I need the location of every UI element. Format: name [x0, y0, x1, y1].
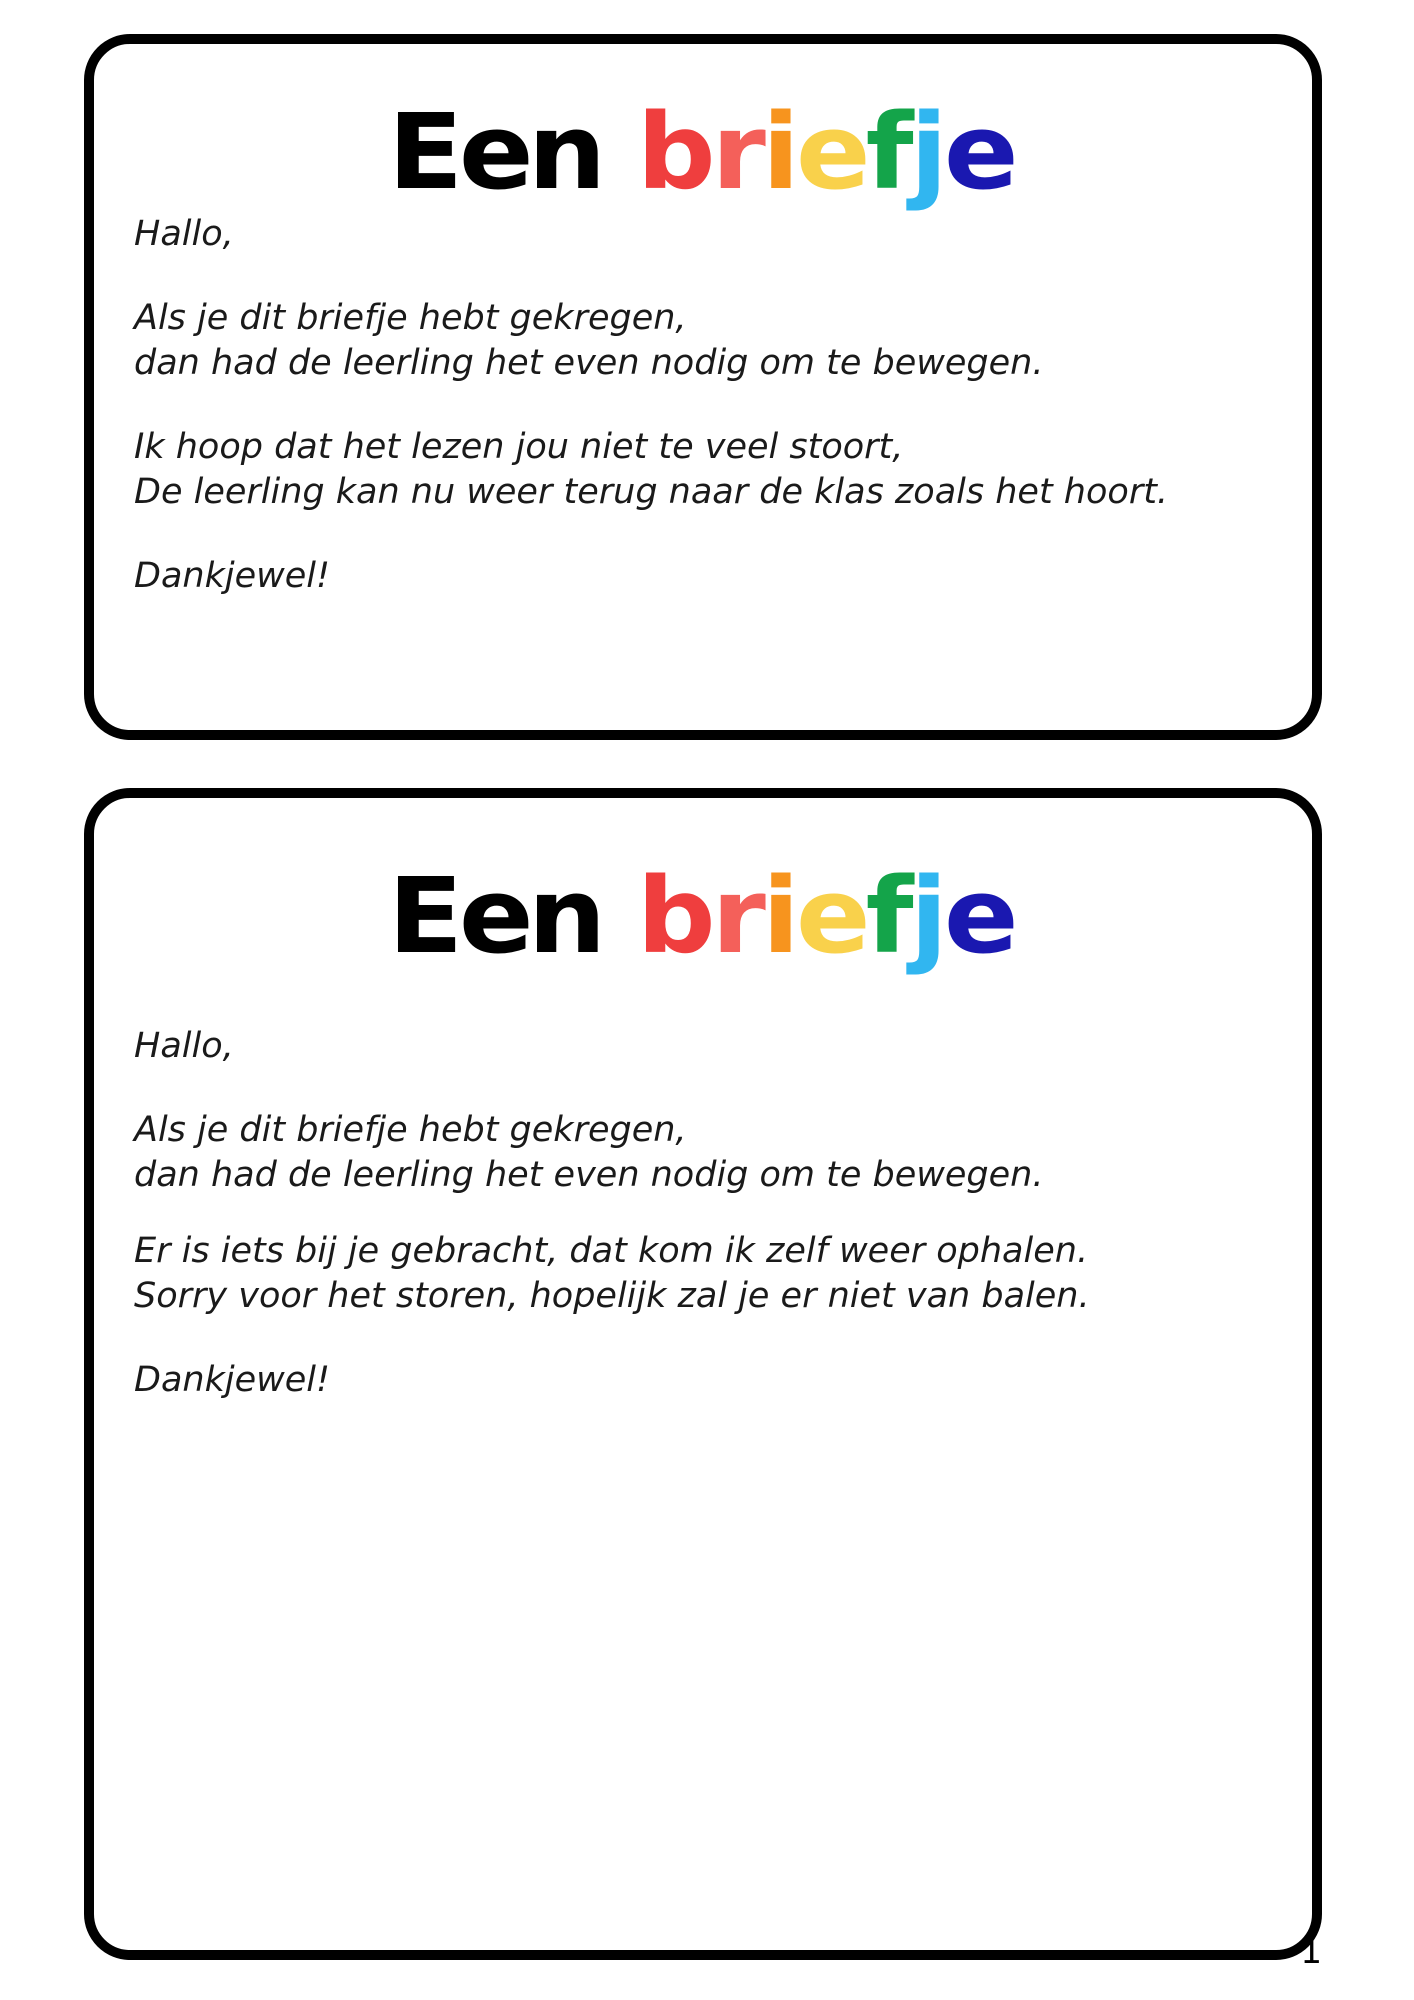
note-card-1: [84, 34, 1322, 740]
body-line: Sorry voor het storen, hopelijk zal je er niet van balen.: [134, 1276, 1090, 1316]
title-letter: b: [636, 91, 715, 213]
card-title-2: [94, 855, 1312, 977]
body-line: Ik hoop dat het lezen jou niet te veel stoort,: [134, 426, 904, 467]
title-letter: e: [795, 855, 870, 977]
title-letter: e: [458, 91, 533, 213]
page-number: 1: [1300, 1932, 1322, 1972]
title-letter: r: [711, 91, 765, 213]
body-line: De leerling kan nu weer terug naar de klas zoals het hoort.: [134, 472, 1169, 512]
body-line: dan had de leerling het even nodig om te bewegen.: [134, 343, 1044, 383]
title-letter: n: [527, 855, 606, 977]
body-line: Als je dit briefje hebt gekregen,: [134, 297, 687, 338]
body-line: Dankjewel!: [134, 555, 331, 596]
title-letter: E: [388, 855, 463, 977]
card-title-1: [94, 91, 1312, 213]
title-letter: f: [865, 91, 913, 213]
title-letter: e: [943, 855, 1018, 977]
title-letter: E: [388, 91, 463, 213]
title-letter: j: [910, 91, 948, 213]
title-letter: i: [761, 91, 799, 213]
title-letter: e: [458, 855, 533, 977]
title-letter: f: [865, 855, 913, 977]
card-body-1: [94, 212, 1312, 599]
body-line: Hallo,: [134, 214, 234, 254]
title-letter: i: [761, 855, 799, 977]
title-letter: n: [527, 91, 606, 213]
body-line: Er is iets bij je gebracht, dat kom ik zelf weer ophalen.: [134, 1230, 1089, 1271]
body-line: Als je dit briefje hebt gekregen,: [134, 1109, 687, 1150]
body-line: Dankjewel!: [134, 1359, 331, 1400]
title-letter: b: [636, 855, 715, 977]
body-line: Hallo,: [134, 1026, 234, 1066]
title-letter: j: [910, 855, 948, 977]
body-line: dan had de leerling het even nodig om te bewegen.: [134, 1155, 1044, 1195]
note-card-2: [84, 788, 1322, 1960]
title-letter: e: [795, 91, 870, 213]
title-letter: r: [711, 855, 765, 977]
title-letter: e: [943, 91, 1018, 213]
card-body-2: [94, 1024, 1312, 1403]
